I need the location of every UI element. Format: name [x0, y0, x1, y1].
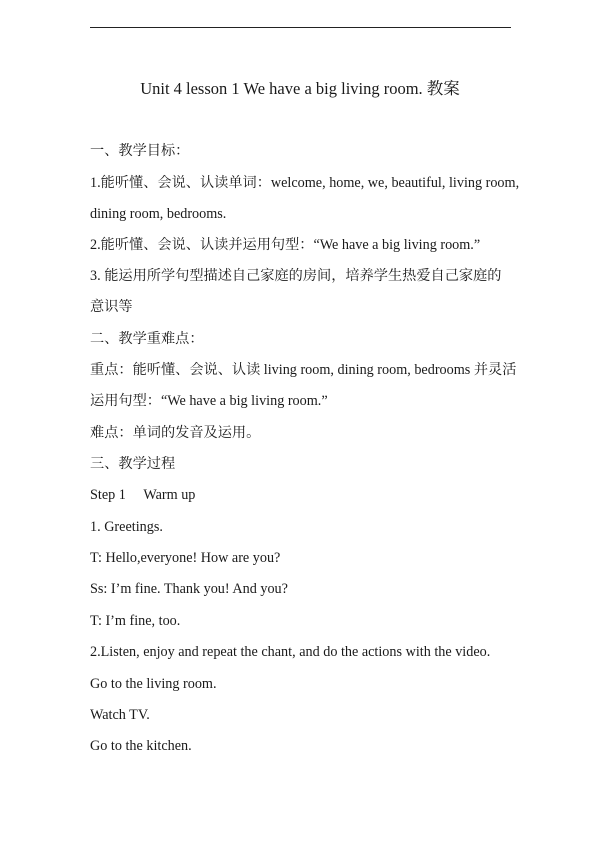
section-heading-process: 三、教学过程: [90, 456, 176, 472]
text-line: 运用句型：“We have a big living room.”: [90, 393, 328, 409]
text-line: Ss: I’m fine. Thank you! And you?: [90, 581, 288, 597]
text-line: 意识等: [90, 299, 133, 315]
section-heading-objectives: 一、教学目标：: [90, 143, 190, 159]
text-line: 1.能听懂、会说、认读单词：welcome, home, we, beautiful, living room,: [90, 175, 520, 191]
header-rule: [90, 27, 511, 28]
text-line: T: Hello,everyone! How are you?: [90, 550, 281, 566]
text-line: 2.Listen, enjoy and repeat the chant, and do the actions with the video.: [90, 644, 491, 660]
text-line: T: I’m fine, too.: [90, 613, 181, 629]
step-heading: Step 1 Warm up: [90, 487, 196, 503]
text-line: 3. 能运用所学句型描述自己家庭的房间，培养学生热爱自己家庭的: [90, 268, 502, 284]
text-line: Go to the living room.: [90, 676, 217, 692]
text-line: 重点：能听懂、会说、认读 living room, dining room, bedrooms 并灵活: [90, 362, 517, 378]
document-title: Unit 4 lesson 1 We have a big living room. 教案: [140, 79, 460, 98]
text-line: Watch TV.: [90, 707, 150, 723]
text-line: 2.能听懂、会说、认读并运用句型：“We have a big living room.”: [90, 237, 481, 253]
text-line: 难点：单词的发音及运用。: [90, 425, 261, 441]
text-line: Go to the kitchen.: [90, 738, 192, 754]
section-heading-key-points: 二、教学重难点：: [90, 331, 204, 347]
text-line: 1. Greetings.: [90, 519, 163, 535]
text-line: dining room, bedrooms.: [90, 206, 227, 222]
